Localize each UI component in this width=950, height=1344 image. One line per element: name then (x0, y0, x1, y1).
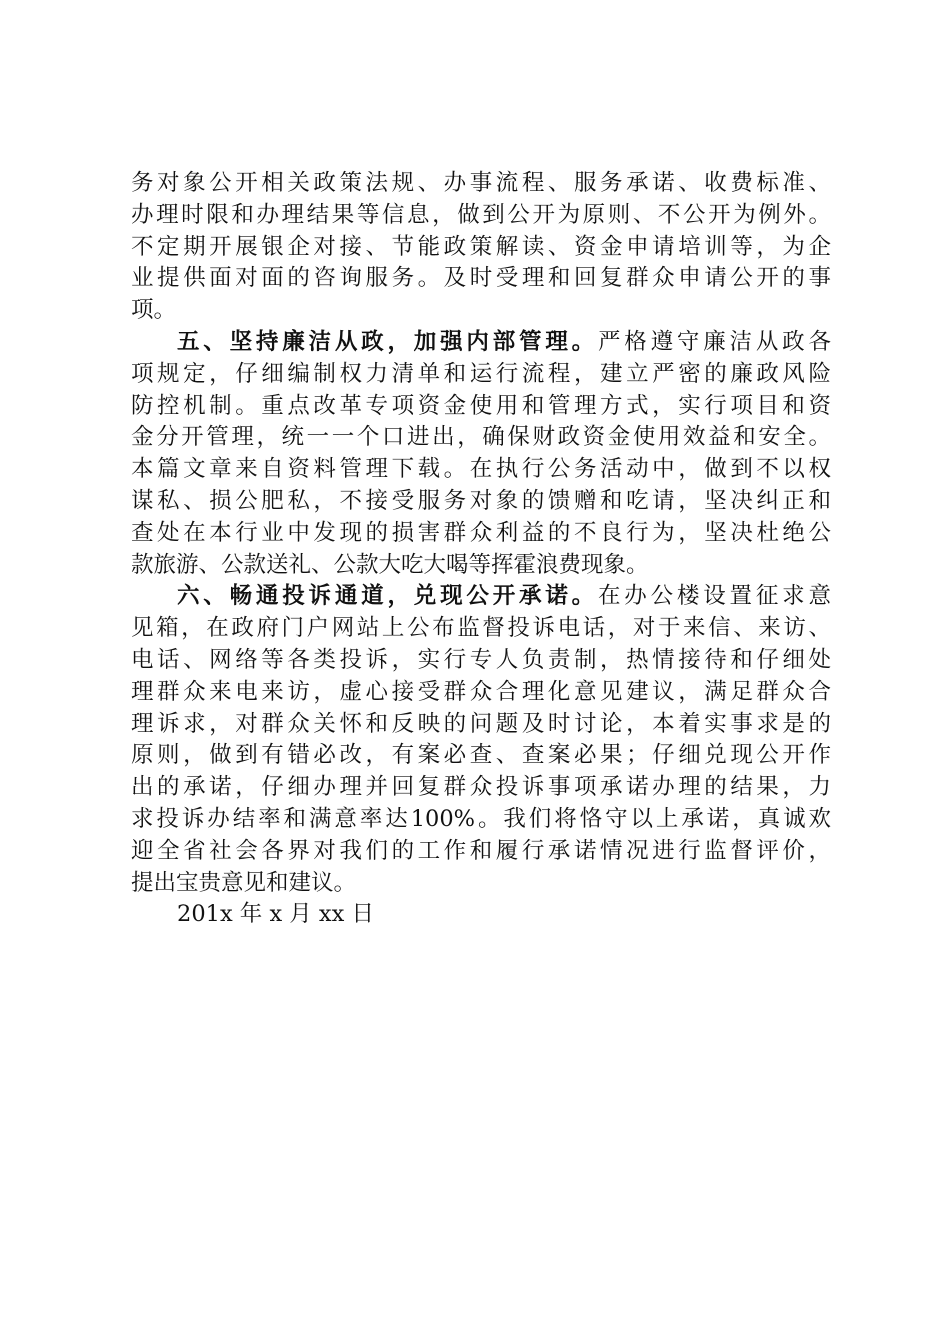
section-six-first-line-text: 在办公楼设置征求意 (597, 583, 831, 610)
document-page (131, 168, 831, 931)
text-line: 原则，做到有错必改，有案必查、查案必果；仔细兑现公开作 (131, 742, 831, 769)
text-line: 务对象公开相关政策法规、办事流程、服务承诺、收费标准、 (131, 170, 831, 196)
text-line: 提出宝贵意见和建议。 (131, 869, 357, 896)
section-six-first-line (131, 581, 831, 613)
text-line: 不定期开展银企对接、节能政策解读、资金申请培训等，为企 (131, 233, 831, 260)
text-line: 款旅游、公款送礼、公款大吃大喝等挥霍浪费现象。 (131, 551, 649, 578)
section-five (131, 327, 831, 581)
text-line: 金分开管理，统一一个口进出，确保财政资金使用效益和安全。 (131, 424, 831, 451)
text-line: 电话、网络等各类投诉，实行专人负责制，热情接待和仔细处 (131, 646, 831, 673)
text-line: 迎全省社会各界对我们的工作和履行承诺情况进行监督评价， (131, 837, 831, 864)
section-five-first-line-text: 严格遵守廉洁从政各 (597, 328, 831, 355)
text-line: 理诉求，对群众关怀和反映的问题及时讨论，本着实事求是的 (131, 710, 831, 737)
text-line: 防控机制。重点改革专项资金使用和管理方式，实行项目和资 (131, 392, 831, 419)
text-line: 谋私、损公肥私，不接受服务对象的馈赠和吃请，坚决纠正和 (131, 487, 831, 514)
section-six (131, 581, 831, 899)
text-line: 业提供面对面的咨询服务。及时受理和回复群众申请公开的事 (131, 265, 831, 292)
paragraph-continued (131, 168, 831, 327)
text-line: 求投诉办结率和满意率达100%。我们将恪守以上承诺，真诚欢 (131, 805, 831, 832)
section-five-heading: 五、坚持廉洁从政，加强内部管理。 (177, 328, 598, 355)
text-line: 项。 (131, 297, 177, 324)
text-line: 见箱，在政府门户网站上公布监督投诉电话，对于来信、来访、 (131, 615, 831, 642)
section-six-heading: 六、畅通投诉通道，兑现公开承诺。 (177, 583, 598, 610)
document-date: 201x 年 x 月 xx 日 (177, 901, 374, 928)
text-line: 理群众来电来访，虚心接受群众合理化意见建议，满足群众合 (131, 678, 831, 705)
text-line: 出的承诺，仔细办理并回复群众投诉事项承诺办理的结果，力 (131, 774, 831, 801)
text-line: 办理时限和办理结果等信息，做到公开为原则、不公开为例外。 (131, 201, 831, 228)
text-line: 查处在本行业中发现的损害群众利益的不良行为，坚决杜绝公 (131, 519, 831, 546)
section-five-first-line (131, 327, 831, 359)
text-line: 本篇文章来自资料管理下载。在执行公务活动中，做到不以权 (131, 456, 831, 483)
text-line: 项规定，仔细编制权力清单和运行流程，建立严密的廉政风险 (131, 360, 831, 387)
